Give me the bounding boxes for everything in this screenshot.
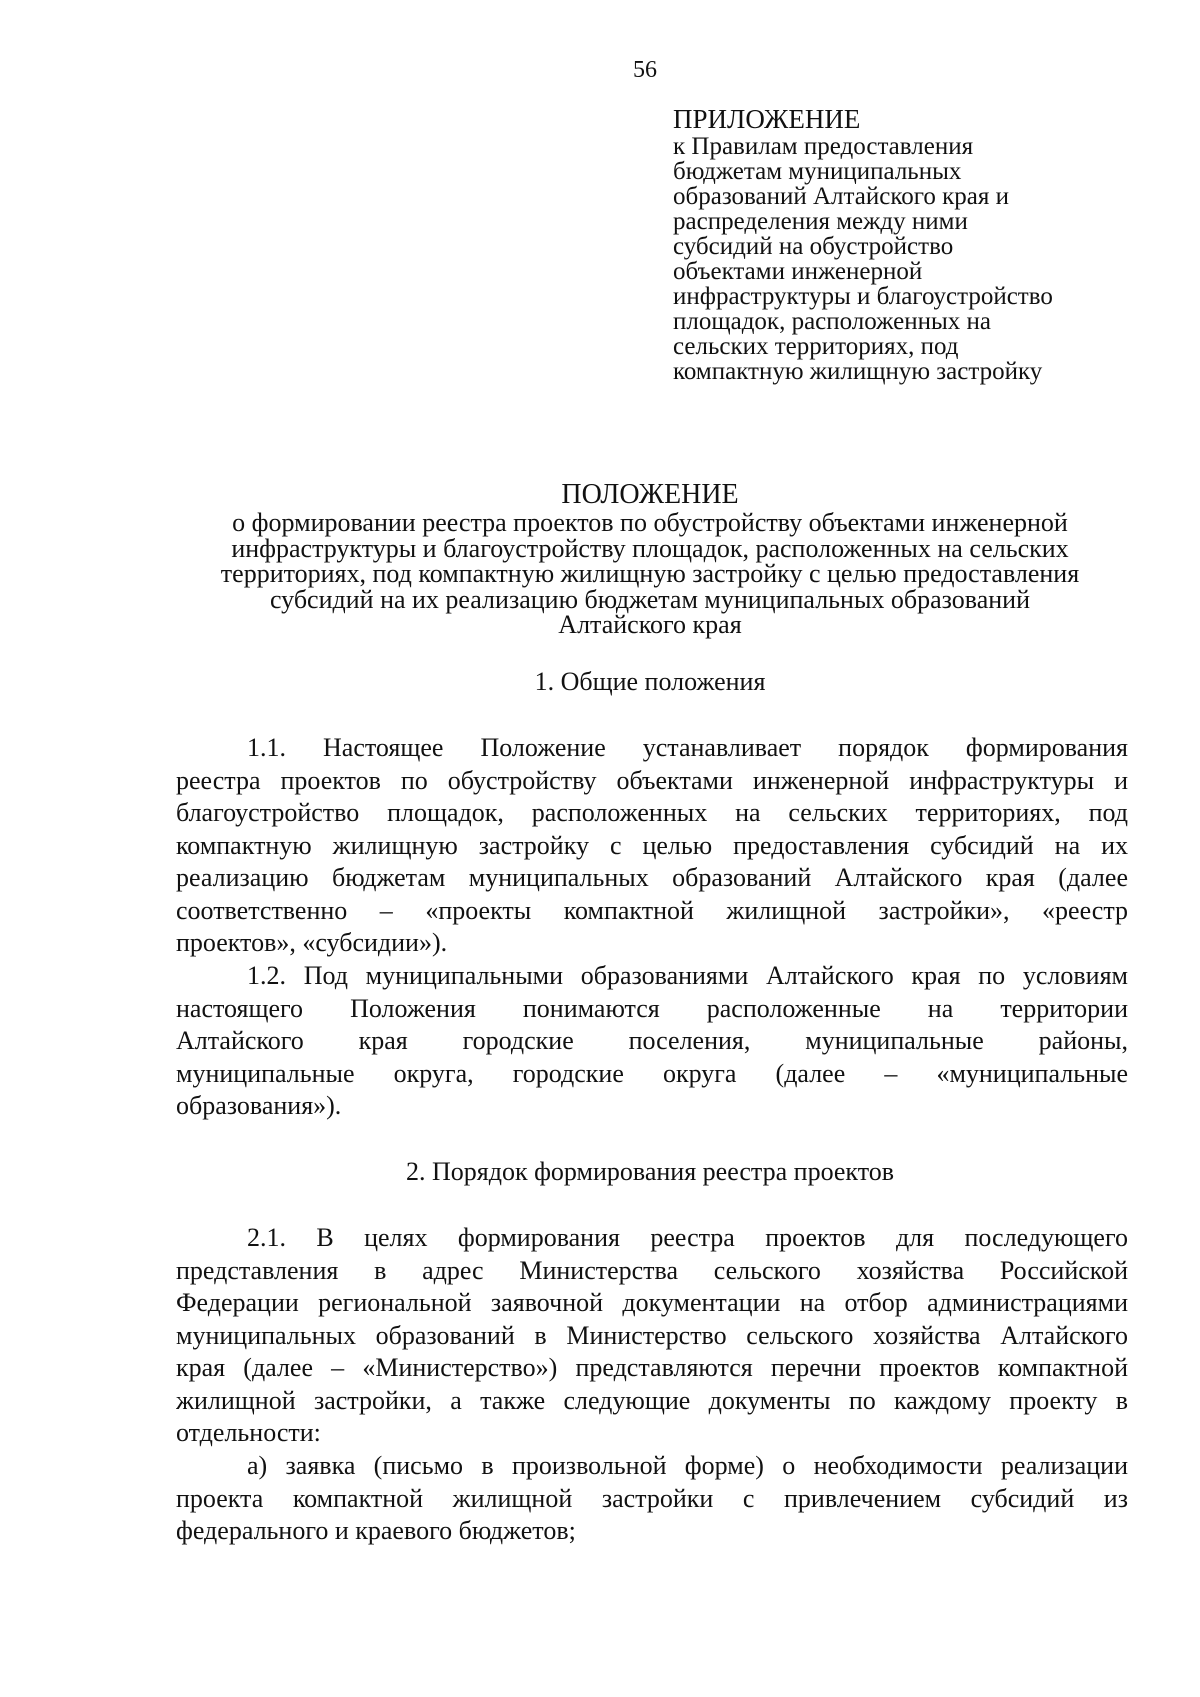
paragraph-line: 2.1. В целях формирования реестра проектов для последующего — [247, 1223, 1128, 1252]
paragraph-1-2 — [176, 960, 1128, 1123]
paragraph-line: проекта компактной жилищной застройки с привлечением субсидий из — [176, 1483, 1128, 1513]
appendix-line: распределения между ними — [673, 208, 968, 235]
paragraph-line: проектов», «субсидии»). — [176, 928, 448, 957]
paragraph-line: реестра проектов по обустройству объектами инженерной инфраструктуры и — [176, 765, 1128, 795]
paragraph-line: образования»). — [176, 1091, 342, 1120]
appendix-line: объектами инженерной — [673, 258, 923, 285]
paragraph-2-1 — [176, 1222, 1128, 1450]
paragraph-1-1 — [176, 732, 1128, 960]
section-1-heading: 1. Общие положения — [534, 667, 766, 696]
paragraph-line: соответственно – «проекты компактной жилищной застройки», «реестр — [176, 895, 1128, 925]
paragraph-2-1-a — [176, 1450, 1128, 1548]
document-title: ПОЛОЖЕНИЕ — [561, 479, 739, 510]
appendix-line: сельских территориях, под — [673, 333, 959, 360]
appendix-title: ПРИЛОЖЕНИЕ — [673, 104, 861, 134]
appendix-line: компактную жилищную застройку — [673, 358, 1043, 385]
document-subtitle-line: о формировании реестра проектов по обустройству объектами инженерной — [232, 508, 1068, 537]
paragraph-line: федерального и краевого бюджетов; — [176, 1516, 576, 1545]
paragraph-line: муниципальных образований в Министерство сельского хозяйства Алтайского — [176, 1320, 1128, 1350]
appendix-line: инфраструктуры и благоустройство — [673, 283, 1053, 310]
appendix-line: площадок, расположенных на — [673, 308, 991, 335]
appendix-block — [673, 104, 1143, 384]
paragraph-line: реализацию бюджетам муниципальных образований Алтайского края (далее — [176, 863, 1128, 892]
document-subtitle-line: инфраструктуры и благоустройству площадок, расположенных на сельских — [231, 533, 1069, 563]
paragraph-line: благоустройство площадок, расположенных на сельских территориях, под — [176, 798, 1128, 827]
paragraph-line: Алтайского края городские поселения, муниципальные районы, — [176, 1026, 1128, 1055]
document-subtitle-line: Алтайского края — [558, 610, 742, 639]
document-subtitle-line: субсидий на их реализацию бюджетам муниципальных образований — [269, 584, 1031, 614]
paragraph-line: Федерации региональной заявочной документации на отбор администрациями — [176, 1288, 1128, 1317]
page-number: 56 — [633, 57, 657, 83]
paragraph-line: настоящего Положения понимаются расположенные на территории — [176, 993, 1128, 1023]
paragraph-line: муниципальные округа, городские округа (далее – «муниципальные — [176, 1058, 1128, 1088]
document-title-block — [120, 480, 1180, 638]
paragraph-line: а) заявка (письмо в произвольной форме) о необходимости реализации — [247, 1451, 1128, 1480]
paragraph-line: 1.1. Настоящее Положение устанавливает порядок формирования — [247, 733, 1128, 762]
paragraph-line: компактную жилищную застройку с целью предоставления субсидий на их — [176, 830, 1128, 860]
appendix-line: субсидий на обустройство — [673, 233, 954, 260]
document-subtitle-line: территориях, под компактную жилищную застройку с целью предоставления — [220, 559, 1080, 588]
paragraph-line: представления в адрес Министерства сельского хозяйства Российской — [176, 1255, 1128, 1285]
appendix-line: бюджетам муниципальных — [673, 158, 962, 185]
paragraph-line: отдельности: — [176, 1418, 321, 1447]
appendix-line: образований Алтайского края и — [673, 183, 1009, 210]
section-2-heading: 2. Порядок формирования реестра проектов — [405, 1157, 895, 1186]
paragraph-line: жилищной застройки, а также следующие документы по каждому проекту в — [176, 1385, 1128, 1415]
paragraph-line: 1.2. Под муниципальными образованиями Алтайского края по условиям — [247, 961, 1128, 990]
appendix-line: к Правилам предоставления — [673, 133, 974, 160]
paragraph-line: края (далее – «Министерство») представляются перечни проектов компактной — [176, 1353, 1128, 1382]
